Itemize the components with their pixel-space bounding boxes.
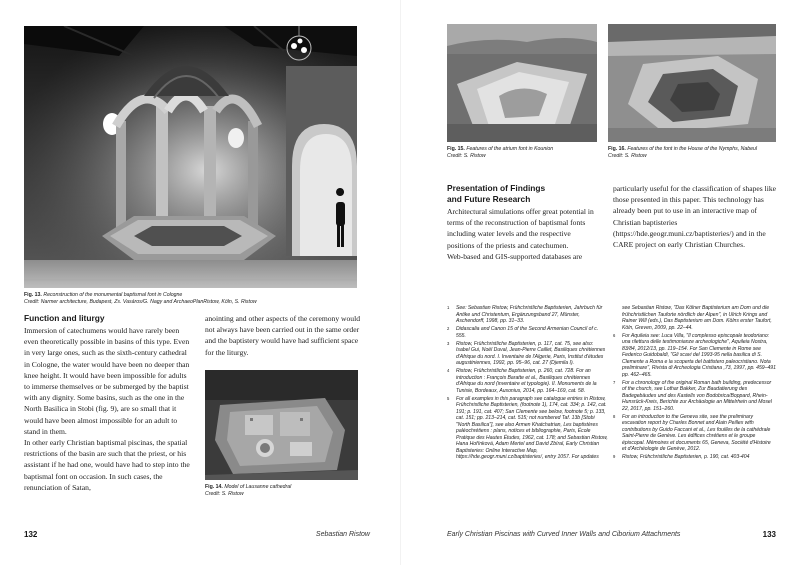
figure-13-label: Fig. 13. [24, 292, 42, 298]
footnote-number: 3 [447, 340, 450, 346]
atrium-font-photo [447, 24, 597, 142]
figure-13-caption [24, 292, 364, 305]
footnote-number: 1 [447, 305, 450, 310]
figure-16-caption [608, 146, 776, 159]
figure-13-credit: Credit: Narmer architecture, Budapest, Zs. Vasáros/G. Nagy and ArchaeoPlanRistow, Köln, S. Ristow [24, 298, 257, 305]
footnote [447, 326, 608, 339]
figure-15-label: Fig. 15. [447, 146, 465, 152]
figure-15-credit: Credit: S. Ristow [447, 152, 486, 159]
footnote-text: For an introduction to the Geneva site, see the preliminary excavation report by Charles Bonnet and Alain Peillex with contributions by Guido Faccani et al., Les fouilles de la cathédrale Saint-Pierre de Genève. Les édifices chrétiens et le groupe épiscopal. Mémoires et documents 65, Geneva, Société d'Histoire et d'Archéologie de Genève, 2012. [622, 413, 771, 453]
figure-14-label: Fig. 14. [205, 484, 223, 490]
cathedral-model-photo [205, 370, 358, 480]
footnote-text: see Sebastian Ristow, "Das Kölner Baptisterium am Dom und die frühchristlichen Tauforte nördlich der Alpen", in Ulrich Krings and Rainer Will (eds.), Das Baptisterium am Dom. Kölns erster Taufort, Köln, Greven, 2009, pp. 22–44. [622, 305, 772, 331]
figure-16-label: Fig. 16. [608, 146, 626, 152]
figure-14-caption [205, 484, 365, 497]
paragraph-anointing: anointing and other aspects of the ceremony would not always have been carried out in the same order and the baptistery would have had sufficient space for the liturgy. [205, 314, 360, 357]
figure-15 [447, 24, 597, 142]
footnote-number: 8 [613, 413, 616, 419]
figure-14-credit: Credit: S. Ristow [205, 490, 244, 497]
left-running-head: Sebastian Ristow [315, 531, 370, 538]
footnote-text: For a chronology of the original Roman bath building, predecessor of the church, see Lothar Bakker, Zur Baudatierung des Badegebäudes und des Kastells von Bodobrica/Boppard, Rhein-Hunsrück-Kreis, Berichte zur Archäologie an Mittelrhein und Mosel 22, 2017, pp. 151–260. [622, 379, 772, 412]
nymphs-font-photo [608, 24, 776, 142]
section-heading-function: Function and liturgy [24, 313, 105, 323]
paragraph-simulations: Architectural simulations offer great potential in terms of the reconstruction of baptismal fonts including water levels and the respective positions of the priests and catechumen. [447, 207, 594, 250]
right-running-head: Early Christian Piscinas with Curved Inner Walls and Ciborium Attachments [447, 531, 681, 538]
footnote-number: 4 [447, 368, 450, 374]
footnote [447, 305, 608, 325]
footnote [447, 341, 608, 367]
section-heading-findings [447, 183, 597, 205]
figure-16-credit: Credit: S. Ristow [608, 152, 647, 159]
footnote [613, 333, 776, 379]
footnote-text: Ristow, Frühchristliche Baptisterien, p. 190, cat. 403-404 [622, 454, 750, 461]
figure-14-title: Model of Lausanne cathedral [224, 484, 292, 490]
footnotes-column-2 [613, 305, 776, 462]
heading-line-2: and Future Research [447, 194, 531, 204]
heading-line-1: Presentation of Findings [447, 183, 546, 193]
footnotes-column-1 [447, 305, 608, 462]
footnote-number: 5 [447, 395, 450, 401]
footnote [447, 396, 608, 461]
reconstruction-render-image [24, 26, 357, 288]
right-column-1 [447, 183, 597, 262]
paragraph-databases: Web-based and GIS-supported databases are [447, 251, 583, 261]
footnote-text: Didascalia and Canon 15 of the Second Armenian Council of c. 555. [456, 326, 599, 339]
figure-14 [205, 370, 358, 480]
right-page-number: 133 [762, 530, 776, 539]
footnote-number: 6 [613, 332, 616, 338]
figure-15-caption [447, 146, 597, 159]
figure-16 [608, 24, 776, 142]
figure-13 [24, 26, 357, 288]
paragraph-immersion: Immersion of catechumens would have rarely been even theoretically possible in basins of this type. Even in very large ones, such as the sixth-century cathedral in Cologne, the water would have been no deeper than knee height. It would have been impossible for adults to immerse themselves or be submerged by the baptist with any dignity. Some basins, such as the one in the North Basilica in Stobi (fig. 9), are so small that it would have been almost impossible for an adult to stand in them. [24, 326, 190, 436]
paragraph-classification: particularly useful for the classification of shapes like those presented in this paper. This technology has already been put to use in an interactive map of Christian baptisteries (https://hde.geogr.muni.cz/baptisteries/) and in the CARE project on early Christian Churches. [613, 184, 776, 250]
footnote-text: For all examples in this paragraph see catalogue entries in Ristow, Frühchristliche Baptisterien, (footnote 1), 174, cat. 334; p. 142, cat. 191; p. 191, cat. 407; San Clemente see below, footnote 5; p. 133, cat. 151; pp. 213–214, cat. 515; not numbered Taf. 13b [Stobi "North Basilica"], see also Armen Khatchatrian, Les baptistères paléochrétiens : plans, notices et bibliographie, Paris, École Pratique des Hautes Études, 1962, cat. 178; and Sebastian Ristow, Hana Hořínková, Adam Mertel and David Zbíral, Early Christian Baptisteries: Online Interactive Map, https://hde.geogr.muni.cz/baptisteries/, entry 1057. For updates [456, 395, 608, 461]
footnote [613, 414, 776, 453]
footnote-text: For Aquileia see: Luca Villa, "Il complesso episcopale teodoriano: una rilettura delle testimonianze archeologiche", Aquileia Nostra, 83/84, 2012/13, pp. 119–154. For San Clemente in Rome see Federico Guidobaldi, "Gli scavi del 1993-95 nella basilica di S. Clemente a Roma e la scoperta del battistero paleocristiano. Nota preliminare", Rivista di Archeologia Cristiana ,73, 1997, pp. 459–491 pp. 462–465. [622, 332, 776, 378]
footnote [613, 305, 776, 331]
right-column-2 [613, 183, 776, 250]
left-column-2 [205, 313, 368, 358]
footnote-text: See: Sebastian Ristow, Frühchristliche Baptisterien, Jahrbuch für Antike und Christentum, Ergänzungsband 27, Münster, Aschendorff, 1998, pp. 31–33. [456, 305, 603, 324]
paragraph-spatial: In other early Christian baptismal piscinas, the spatial restrictions of the basin are such that the priest, or his assistant if he had one, would have had to step into the baptismal font on occasion. In such cases, the renunciation of Satan, [24, 438, 190, 492]
left-column-1 [24, 313, 191, 493]
footnote-text: Ristow, Frühchristliche Baptisterien, p. 117, cat. 75, see also: Isabel Gui, Noël Duval, Jean-Pierre Caillet, Basiliques chrétiennes d'Afrique du nord. I. Inventaire de l'Algerie, Paris, Institut d'études augustiniennes, 1992, pp. 95–96, cat. 27 (Djemila I). [456, 340, 606, 367]
figure-15-title: Features of the atrium font in Kounion [466, 146, 554, 152]
footnote-number: 9 [613, 454, 616, 460]
page-gutter [400, 0, 401, 565]
figure-16-title: Features of the font in the House of the Nymphs, Nabeul [627, 146, 758, 152]
left-page-number: 132 [24, 530, 38, 539]
footnote-text: Ristow, Frühchristliche Baptisterien, p. 260, cat. 728. For an introduction : François Baratte et al., Basiliques chrétiennes d'Afrique du nord (inventaire et typologie). II. Monuments de la Tunisie, Bordeaux, Ausonius, 2014, pp. 164–169, cat. 58. [456, 368, 597, 394]
footnote-number: 7 [613, 379, 616, 385]
footnote-number: 2 [447, 326, 450, 332]
footnote [613, 454, 776, 461]
footnote [447, 368, 608, 394]
footnote [613, 380, 776, 413]
figure-13-title: Reconstruction of the monumental baptismal font in Cologne [43, 292, 183, 298]
